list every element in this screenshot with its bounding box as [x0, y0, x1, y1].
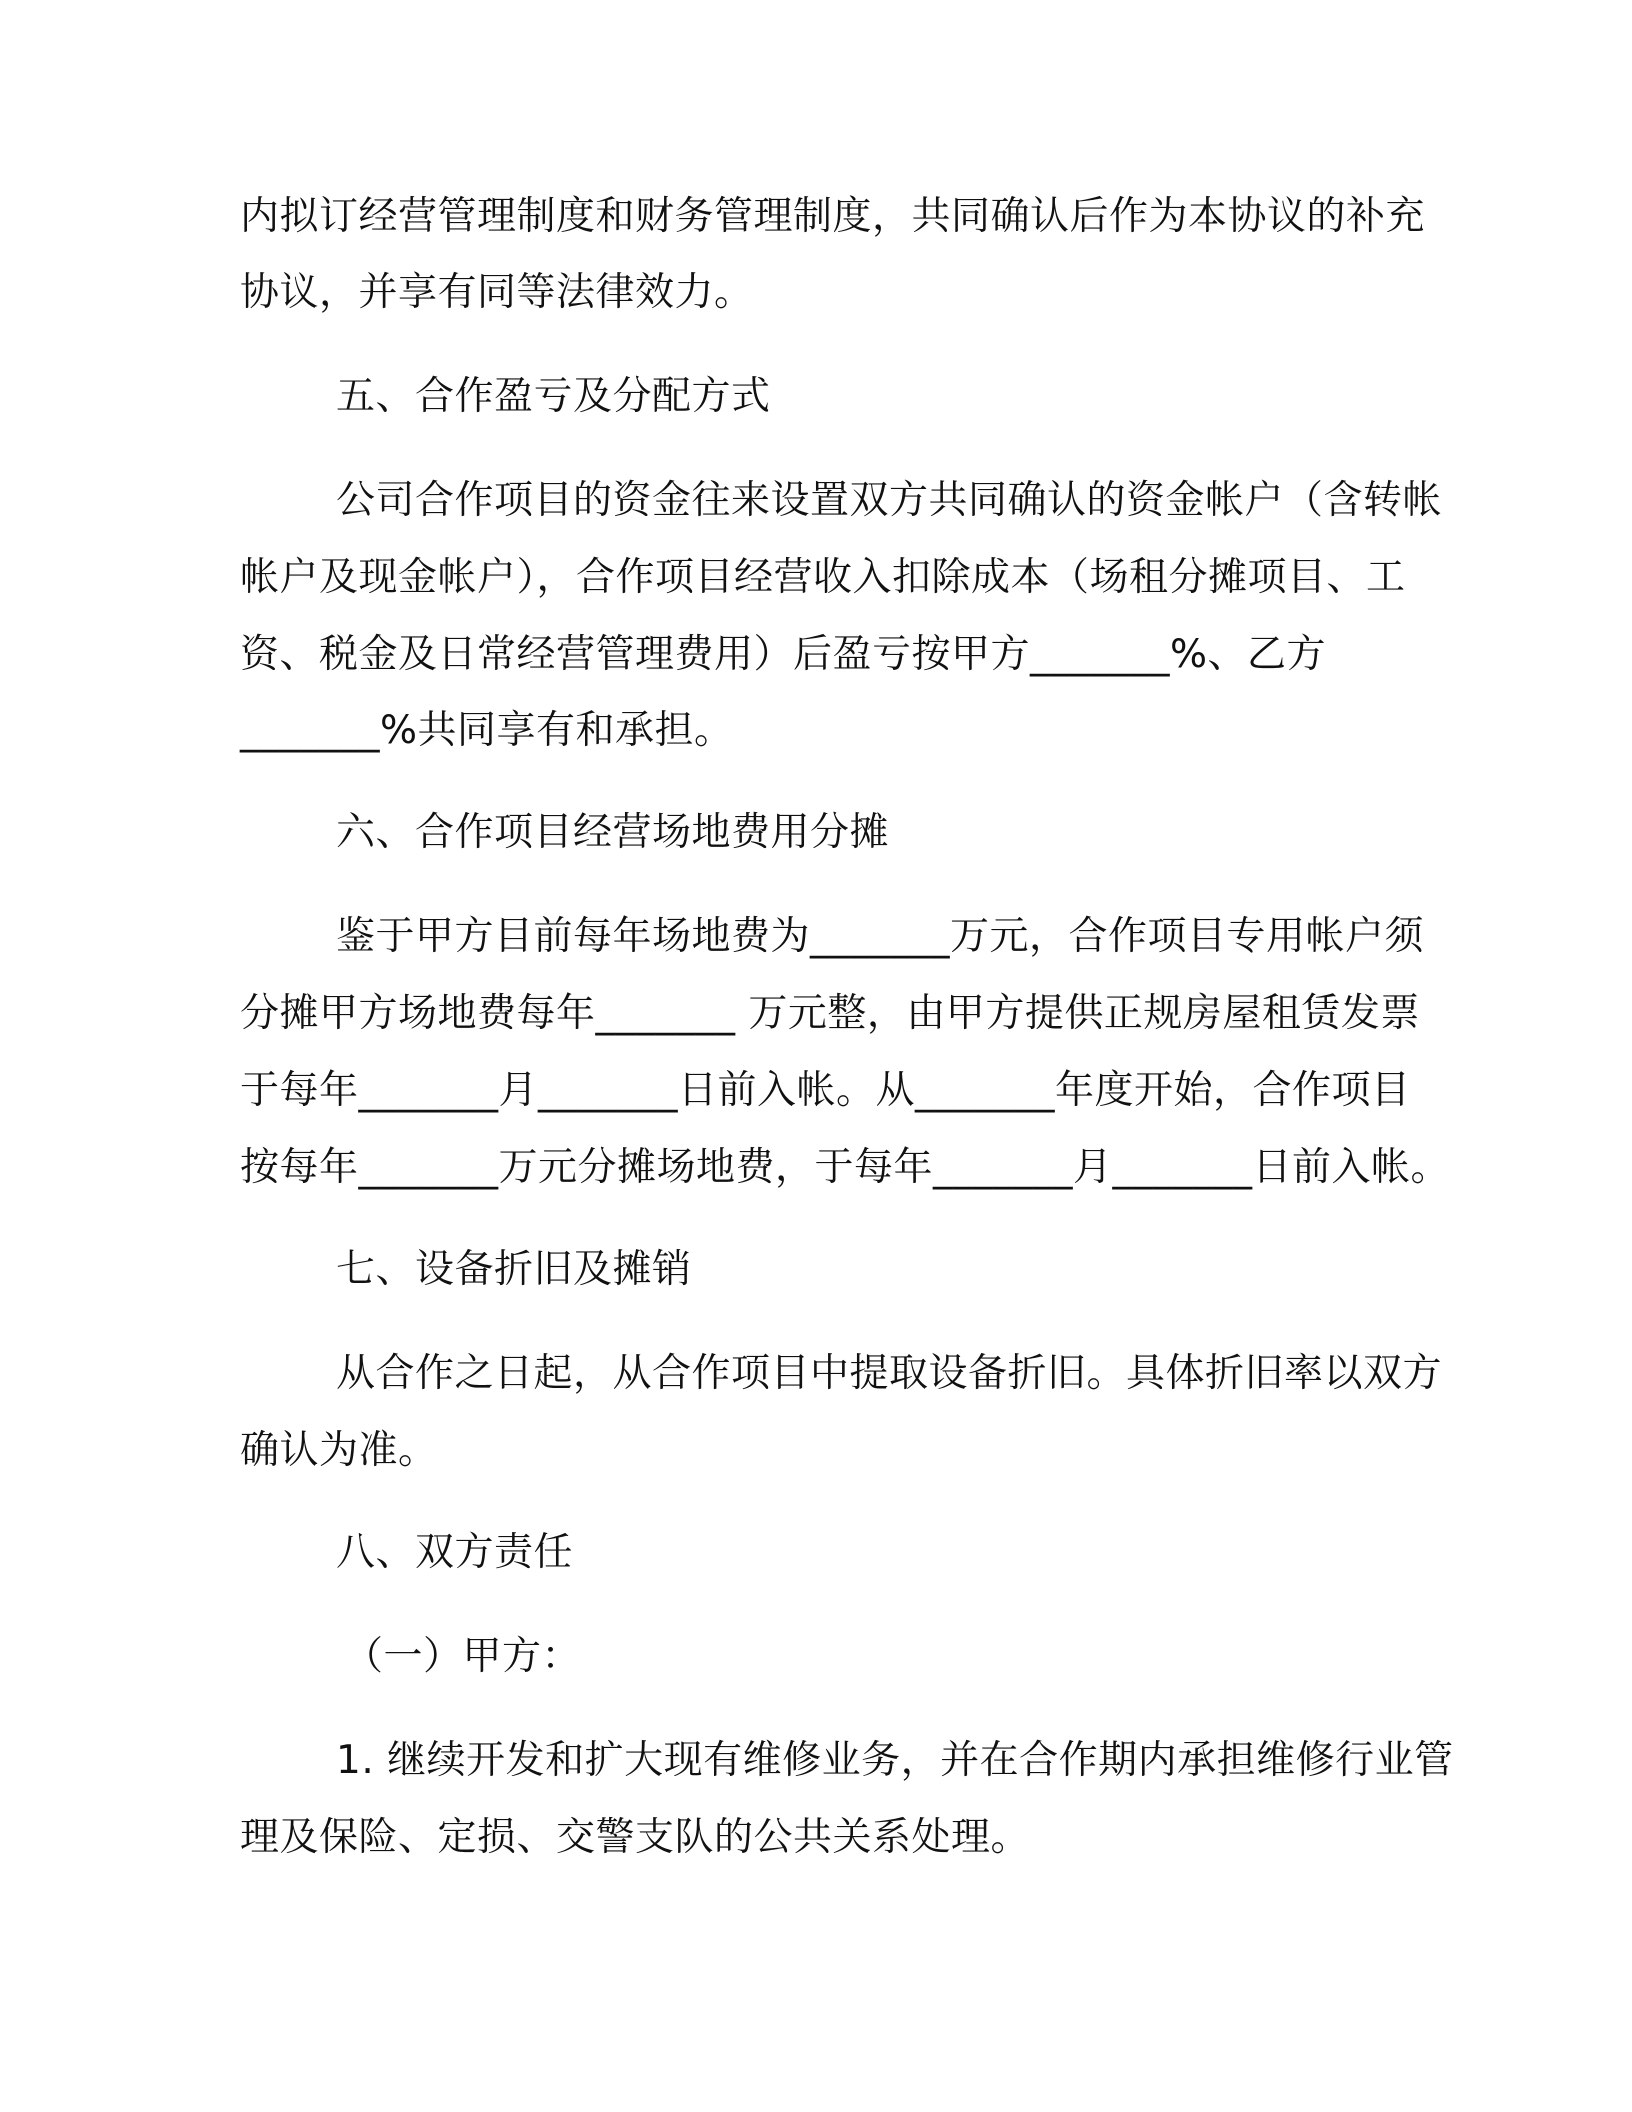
section-heading: 八、双方责任 — [336, 1530, 574, 1575]
paragraph-line: 帐户及现金帐户），合作项目经营收入扣除成本（场租分摊项目、工 — [240, 555, 1406, 600]
section-heading: 五、合作盈亏及分配方式 — [336, 374, 771, 419]
subsection-heading: （一）甲方： — [344, 1634, 582, 1679]
section-heading: 六、合作项目经营场地费用分摊 — [336, 810, 890, 855]
paragraph-line: 于每年_______月_______日前入帐。从_______年度开始，合作项目 — [240, 1068, 1411, 1113]
paragraph-line: 从合作之日起，从合作项目中提取设备折旧。具体折旧率以双方 — [336, 1351, 1443, 1396]
paragraph-line: 理及保险、定损、交警支队的公共关系处理。 — [240, 1815, 1031, 1860]
paragraph-line: _______%共同享有和承担。 — [240, 708, 734, 753]
paragraph-line: 协议，并享有同等法律效力。 — [240, 270, 754, 315]
paragraph-line: 按每年_______万元分摊场地费，于每年_______月_______日前入帐。 — [240, 1145, 1451, 1190]
section-heading: 七、设备折旧及摊销 — [336, 1247, 692, 1292]
paragraph-line: 公司合作项目的资金往来设置双方共同确认的资金帐户（含转帐 — [336, 478, 1443, 523]
paragraph-line: 内拟订经营管理制度和财务管理制度，共同确认后作为本协议的补充 — [240, 194, 1426, 239]
paragraph-line: 1. 继续开发和扩大现有维修业务，并在合作期内承担维修行业管 — [336, 1738, 1454, 1783]
paragraph-line: 分摊甲方场地费每年_______ 万元整，由甲方提供正规房屋租赁发票 — [240, 991, 1420, 1036]
paragraph-line: 确认为准。 — [240, 1428, 438, 1473]
paragraph-line: 资、税金及日常经营管理费用）后盈亏按甲方_______%、乙方 — [240, 632, 1327, 677]
paragraph-line: 鉴于甲方目前每年场地费为_______万元，合作项目专用帐户须 — [336, 914, 1425, 959]
